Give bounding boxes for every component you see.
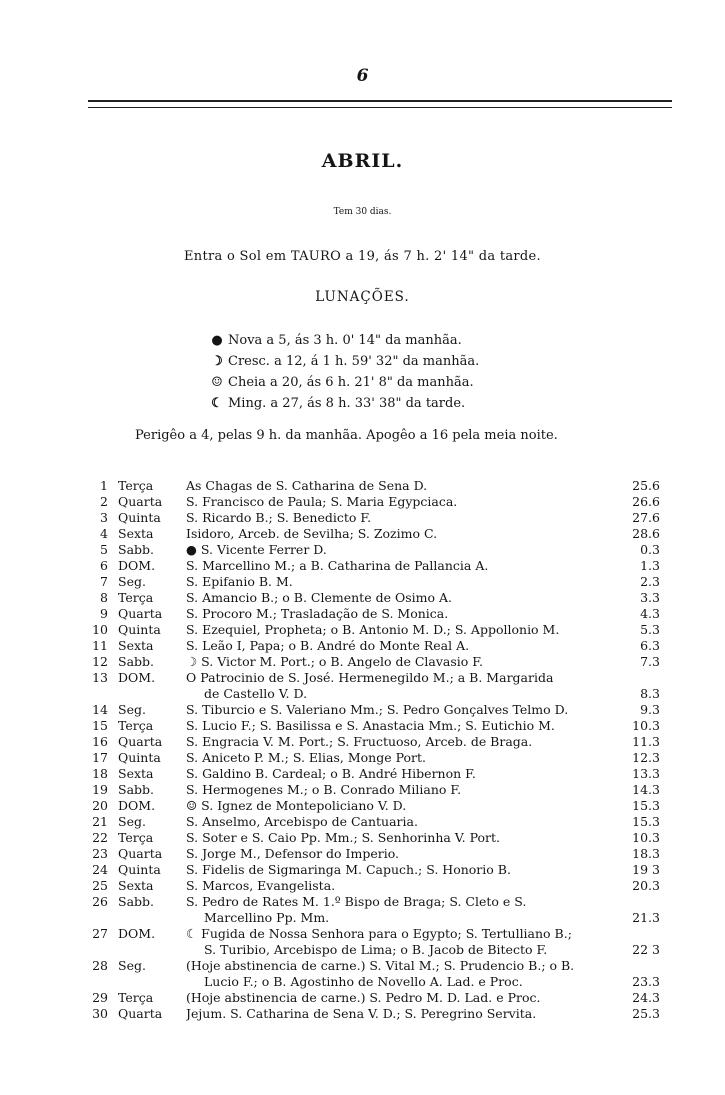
- weekday: Seg.: [118, 958, 146, 973]
- day-value: 14.3: [632, 782, 660, 797]
- day-value: 5.3: [640, 622, 660, 637]
- calendar-row: [80, 814, 660, 830]
- saints-text: S. Lucio F.; S. Basilissa e S. Anastacia Mm.; S. Eutichio M.: [186, 718, 555, 733]
- saints-text: S. Hermogenes M.; o B. Conrado Miliano F.: [186, 782, 462, 797]
- day-value: 10.3: [632, 718, 660, 733]
- calendar-row: [80, 654, 660, 670]
- saints-text: S. Engracia V. M. Port.; S. Fructuoso, Arceb. de Braga.: [186, 734, 533, 749]
- saints-text: S. Francisco de Paula; S. Maria Egypciaca.: [186, 494, 458, 509]
- day-number: 28: [92, 958, 108, 973]
- weekday: DOM.: [118, 558, 156, 573]
- calendar-row: [80, 734, 660, 750]
- calendar-row: [80, 862, 660, 878]
- month-title: ABRIL.: [321, 150, 404, 172]
- day-value: 18.3: [632, 846, 660, 861]
- saints-text: (Hoje abstinencia de carne.) S. Pedro M. D. Lad. e Proc.: [186, 990, 541, 1005]
- weekday: Terça: [118, 718, 154, 733]
- calendar-row: [80, 558, 660, 574]
- full-moon-icon: ☺: [211, 375, 223, 390]
- page-number: 6: [356, 66, 369, 86]
- saints-text: Jejum. S. Catharina de Sena V. D.; S. Peregrino Servita.: [186, 1006, 537, 1021]
- day-value: 0.3: [640, 542, 660, 557]
- day-number: 7: [100, 574, 108, 589]
- lunations-title: LUNAÇÕES.: [315, 289, 410, 305]
- day-value: 21.3: [632, 910, 660, 925]
- calendar-row: [80, 782, 660, 798]
- weekday: Quarta: [118, 494, 163, 509]
- day-value: 20.3: [632, 878, 660, 893]
- calendar-row: [80, 766, 660, 782]
- header-rule: [88, 100, 672, 108]
- weekday: [108, 910, 186, 926]
- calendar-row: [80, 718, 660, 734]
- calendar-row: [80, 622, 660, 638]
- weekday: Sabb.: [118, 782, 154, 797]
- calendar-row: [80, 510, 660, 526]
- weekday: Quinta: [118, 510, 161, 525]
- weekday: Quinta: [118, 750, 161, 765]
- day-number: 17: [92, 750, 108, 765]
- calendar-row: [80, 846, 660, 862]
- saints-text: Marcellino Pp. Mm.: [204, 910, 330, 925]
- calendar-row: [80, 830, 660, 846]
- saints-text: ☽ S. Victor M. Port.; o B. Angelo de Clavasio F.: [186, 654, 483, 669]
- saints-text: S. Soter e S. Caio Pp. Mm.; S. Senhorinha V. Port.: [186, 830, 500, 845]
- phase-text: Nova a 5, ás 3 h. 0' 14" da manhãa.: [228, 333, 462, 348]
- calendar-row: [80, 1006, 660, 1022]
- calendar-row: [80, 542, 660, 558]
- weekday: DOM.: [118, 670, 156, 685]
- saints-text: O Patrocinio de S. José. Hermenegildo M.; a B. Margarida: [186, 670, 554, 685]
- weekday: [108, 686, 186, 702]
- day-value: 3.3: [640, 590, 660, 605]
- saints-text: ☺ S. Ignez de Montepoliciano V. D.: [186, 798, 407, 813]
- weekday: DOM.: [118, 926, 156, 941]
- weekday: Terça: [118, 590, 154, 605]
- day-number: [80, 686, 108, 702]
- day-number: 18: [92, 766, 108, 781]
- saints-text: S. Anselmo, Arcebispo de Cantuaria.: [186, 814, 418, 829]
- saints-text: S. Aniceto P. M.; S. Elias, Monge Port.: [186, 750, 426, 765]
- moon-phase: [206, 330, 479, 351]
- saints-text: ☾ Fugida de Nossa Senhora para o Egypto; S. Tertulliano B.;: [186, 926, 572, 941]
- day-number: [80, 942, 108, 958]
- weekday: Sexta: [118, 638, 154, 653]
- day-value: 23.3: [632, 974, 660, 989]
- day-value: 26.6: [632, 494, 660, 509]
- day-value: [620, 926, 660, 942]
- weekday: Quinta: [118, 622, 161, 637]
- weekday: Quinta: [118, 862, 161, 877]
- day-value: 2.3: [640, 574, 660, 589]
- perigee-apogee: Perigêo a 4, pelas 9 h. da manhãa. Apogêo a 16 pela meia noite.: [135, 428, 558, 443]
- day-number: 20: [92, 798, 108, 813]
- day-value: 6.3: [640, 638, 660, 653]
- weekday: [108, 974, 186, 990]
- saints-text: ● S. Vicente Ferrer D.: [186, 542, 327, 557]
- saints-text: S. Fidelis de Sigmaringa M. Capuch.; S. Honorio B.: [186, 862, 511, 877]
- moon-phases: [206, 330, 479, 414]
- day-number: 8: [100, 590, 108, 605]
- moon-phase: [206, 351, 479, 372]
- day-number: 14: [92, 702, 108, 717]
- moon-phase: [206, 372, 479, 393]
- calendar-row: [80, 574, 660, 590]
- calendar-row: [80, 606, 660, 622]
- calendar-row: [80, 638, 660, 654]
- day-number: 1: [100, 478, 108, 493]
- weekday: Terça: [118, 990, 154, 1005]
- weekday: [108, 942, 186, 958]
- day-number: [80, 910, 108, 926]
- calendar-row-continuation: [80, 942, 660, 958]
- saints-text: de Castello V. D.: [204, 686, 308, 701]
- day-number: 30: [92, 1006, 108, 1021]
- day-value: 25.6: [632, 478, 660, 493]
- day-value: 11.3: [632, 734, 660, 749]
- calendar-row: [80, 670, 660, 686]
- saints-text: S. Epifanio B. M.: [186, 574, 293, 589]
- calendar-row: [80, 590, 660, 606]
- weekday: DOM.: [118, 798, 156, 813]
- saints-text: S. Marcellino M.; a B. Catharina de Pallancia A.: [186, 558, 489, 573]
- day-number: 21: [92, 814, 108, 829]
- calendar-row: [80, 926, 660, 942]
- day-value: [620, 894, 660, 910]
- saints-text: S. Amancio B.; o B. Clemente de Osimo A.: [186, 590, 452, 605]
- weekday: Sabb.: [118, 654, 154, 669]
- day-number: 16: [92, 734, 108, 749]
- day-number: [80, 974, 108, 990]
- day-value: 13.3: [632, 766, 660, 781]
- calendar-row: [80, 958, 660, 974]
- day-value: 24.3: [632, 990, 660, 1005]
- day-value: 25.3: [632, 1006, 660, 1021]
- calendar-row-continuation: [80, 910, 660, 926]
- saints-text: Lucio F.; o B. Agostinho de Novello A. Lad. e Proc.: [204, 974, 523, 989]
- calendar-row: [80, 878, 660, 894]
- days-note: Tem 30 dias.: [333, 207, 392, 217]
- weekday: Seg.: [118, 574, 146, 589]
- day-number: 3: [100, 510, 108, 525]
- weekday: Quarta: [118, 606, 163, 621]
- day-number: 19: [92, 782, 108, 797]
- saints-text: S. Galdino B. Cardeal; o B. André Hibernon F.: [186, 766, 476, 781]
- moon-phase: [206, 393, 479, 414]
- weekday: Terça: [118, 830, 154, 845]
- calendar-row: [80, 990, 660, 1006]
- day-number: 15: [92, 718, 108, 733]
- day-number: 11: [92, 638, 108, 653]
- day-number: 22: [92, 830, 108, 845]
- saints-text: As Chagas de S. Catharina de Sena D.: [186, 478, 428, 493]
- calendar-row: [80, 750, 660, 766]
- saints-text: S. Pedro de Rates M. 1.º Bispo de Braga; S. Cleto e S.: [186, 894, 527, 909]
- saints-text: (Hoje abstinencia de carne.) S. Vital M.; S. Prudencio B.; o B.: [186, 958, 575, 973]
- calendar-row: [80, 494, 660, 510]
- weekday: Seg.: [118, 814, 146, 829]
- saints-text: S. Tiburcio e S. Valeriano Mm.; S. Pedro Gonçalves Telmo D.: [186, 702, 569, 717]
- day-number: 23: [92, 846, 108, 861]
- day-number: 13: [92, 670, 108, 685]
- weekday: Seg.: [118, 702, 146, 717]
- calendar-row: [80, 894, 660, 910]
- saints-text: S. Marcos, Evangelista.: [186, 878, 336, 893]
- day-number: 9: [100, 606, 108, 621]
- day-number: 26: [92, 894, 108, 909]
- day-value: 27.6: [632, 510, 660, 525]
- day-value: 12.3: [632, 750, 660, 765]
- weekday: Terça: [118, 478, 154, 493]
- day-number: 25: [92, 878, 108, 893]
- day-number: 10: [92, 622, 108, 637]
- day-number: 29: [92, 990, 108, 1005]
- day-number: 27: [92, 926, 108, 941]
- weekday: Quarta: [118, 846, 163, 861]
- phase-text: Ming. a 27, ás 8 h. 33' 38" da tarde.: [228, 396, 466, 411]
- day-value: 9.3: [640, 702, 660, 717]
- weekday: Quarta: [118, 1006, 163, 1021]
- new-moon-icon: ●: [211, 333, 223, 348]
- sun-entry: Entra o Sol em TAURO a 19, ás 7 h. 2' 14" da tarde.: [184, 249, 541, 264]
- day-value: 22 3: [632, 942, 660, 957]
- day-number: 24: [92, 862, 108, 877]
- day-value: 4.3: [640, 606, 660, 621]
- day-value: 19 3: [632, 862, 660, 877]
- calendar-row: [80, 478, 660, 494]
- day-value: [620, 670, 660, 686]
- saints-text: S. Procoro M.; Trasladação de S. Monica.: [186, 606, 449, 621]
- weekday: Sexta: [118, 526, 154, 541]
- calendar-row: [80, 798, 660, 814]
- day-number: 5: [100, 542, 108, 557]
- day-value: 1.3: [640, 558, 660, 573]
- weekday: Sexta: [118, 878, 154, 893]
- last-quarter-icon: ☾: [211, 396, 223, 411]
- saints-text: S. Ricardo B.; S. Benedicto F.: [186, 510, 372, 525]
- day-number: 4: [100, 526, 108, 541]
- day-number: 2: [100, 494, 108, 509]
- saints-text: S. Ezequiel, Propheta; o B. Antonio M. D.; S. Appollonio M.: [186, 622, 560, 637]
- weekday: Sabb.: [118, 542, 154, 557]
- weekday: Quarta: [118, 734, 163, 749]
- weekday: Sexta: [118, 766, 154, 781]
- day-number: 6: [100, 558, 108, 573]
- saints-text: S. Leão I, Papa; o B. André do Monte Real A.: [186, 638, 470, 653]
- day-value: 15.3: [632, 798, 660, 813]
- calendar-table: [80, 478, 660, 1022]
- calendar-row-continuation: [80, 974, 660, 990]
- day-value: 15.3: [632, 814, 660, 829]
- day-value: 28.6: [632, 526, 660, 541]
- saints-text: S. Jorge M., Defensor do Imperio.: [186, 846, 399, 861]
- phase-text: Cresc. a 12, á 1 h. 59' 32" da manhãa.: [228, 354, 480, 369]
- weekday: Sabb.: [118, 894, 154, 909]
- calendar-row-continuation: [80, 686, 660, 702]
- calendar-row: [80, 526, 660, 542]
- calendar-row: [80, 702, 660, 718]
- first-quarter-icon: ☽: [211, 354, 223, 369]
- day-value: 7.3: [640, 654, 660, 669]
- day-value: [620, 958, 660, 974]
- saints-text: Isidoro, Arceb. de Sevilha; S. Zozimo C.: [186, 526, 438, 541]
- day-value: 8.3: [640, 686, 660, 701]
- phase-text: Cheia a 20, ás 6 h. 21' 8" da manhãa.: [228, 375, 474, 390]
- saints-text: S. Turibio, Arcebispo de Lima; o B. Jacob de Bitecto F.: [204, 942, 548, 957]
- day-number: 12: [92, 654, 108, 669]
- day-value: 10.3: [632, 830, 660, 845]
